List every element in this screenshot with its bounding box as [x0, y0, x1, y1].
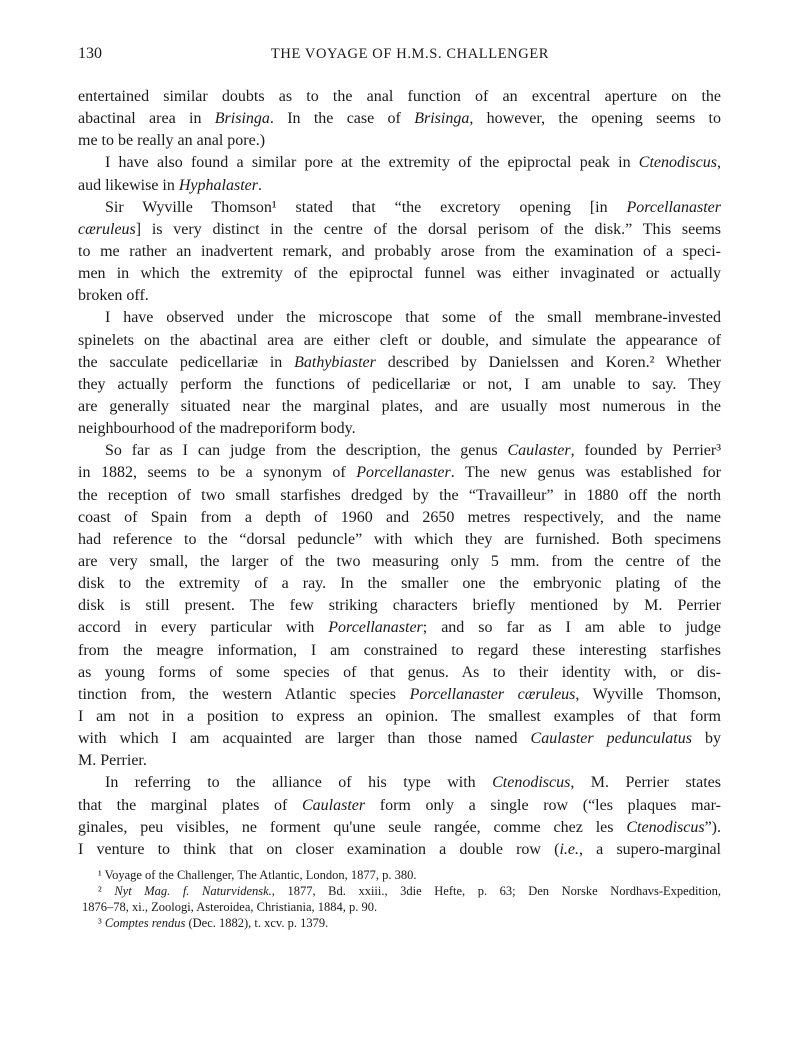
- text-line: [78, 440, 721, 462]
- text-run: in 1882, seems to be a synonym of: [78, 464, 357, 482]
- text-line: [78, 197, 721, 219]
- paragraph: [78, 440, 721, 772]
- text-line: [78, 750, 721, 772]
- text-run: , founded by Perrier³: [570, 442, 721, 460]
- italic-text: Porcellanaster: [328, 619, 423, 637]
- text-run: (Dec. 1882), t. xcv. p. 1379.: [185, 916, 329, 930]
- text-run: ,: [717, 154, 721, 172]
- text-line: [78, 307, 721, 329]
- text-line: [78, 462, 721, 484]
- italic-text: Brisinga: [414, 110, 470, 128]
- text-line: [78, 617, 721, 639]
- text-run: In referring to the alliance of his type with: [105, 774, 493, 792]
- text-run: me to be really an anal pore.): [78, 132, 266, 150]
- text-run: they actually perform the functions of pedicellariæ or not, I am unable to say. They: [78, 375, 721, 393]
- page-number: 130: [78, 45, 102, 62]
- text-run: .: [257, 176, 262, 194]
- text-line: [78, 795, 721, 817]
- text-run: ”).: [704, 818, 721, 836]
- text-run: . In the case of: [269, 110, 415, 128]
- text-line: [78, 352, 721, 374]
- text-run: , M. Perrier states: [570, 774, 721, 792]
- body-text: [78, 86, 721, 861]
- italic-text: cæruleus: [78, 220, 136, 238]
- text-run: are very small, the larger of the two measuring only 5 mm. from the centre of the: [78, 552, 721, 570]
- text-run: spinelets on the abactinal area are either cleft or double, and simulate the appearance of: [78, 331, 721, 349]
- text-run: ¹ Voyage of the Challenger, The Atlantic, London, 1877, p. 380.: [98, 868, 417, 882]
- text-run: by: [691, 730, 722, 748]
- italic-text: Ctenodiscus: [638, 154, 717, 172]
- text-line: [78, 263, 721, 285]
- text-line: [78, 152, 721, 174]
- text-run: , however, the opening seems to: [469, 110, 721, 128]
- text-line: [78, 507, 721, 529]
- text-run: men in which the extremity of the epiproctal funnel was either invaginated or actually: [78, 265, 721, 283]
- text-run: from the meagre information, I am constrained to regard these interesting starfishes: [78, 641, 721, 659]
- text-line: [78, 108, 721, 130]
- text-run: ginales, peu visibles, ne forment qu'une seule rangée, comme chez les: [78, 818, 627, 836]
- text-line: [78, 595, 721, 617]
- text-line: [78, 529, 721, 551]
- italic-text: i.e.: [559, 840, 580, 858]
- text-run: I have observed under the microscope that some of the small membrane-invested: [105, 309, 721, 327]
- text-run: aud likewise in: [78, 176, 179, 194]
- paragraph: [78, 307, 721, 440]
- text-line: [78, 374, 721, 396]
- text-run: , Wyville Thomson,: [575, 685, 721, 703]
- text-run: as young forms of some species of that genus. As to their identity with, or dis-: [78, 663, 721, 681]
- text-line: [78, 418, 721, 440]
- italic-text: Hyphalaster: [178, 176, 258, 194]
- text-run: entertained similar doubts as to the anal function of an excentral aperture on the: [78, 88, 721, 105]
- italic-text: Porcellanaster cæruleus: [409, 685, 576, 703]
- text-line: [82, 867, 721, 883]
- text-run: to me rather an inadvertent remark, and probably arose from the examination of a speci-: [78, 242, 721, 260]
- text-line: [78, 817, 721, 839]
- text-line: [78, 573, 721, 595]
- text-run: abactinal area in: [78, 110, 215, 128]
- text-line: [82, 883, 721, 899]
- text-line: [78, 706, 721, 728]
- text-run: tinction from, the western Atlantic species: [78, 685, 410, 703]
- footnotes: [82, 867, 721, 931]
- text-run: , 1877, Bd. xxiii., 3die Hefte, p. 63; Den Norske Nordhavs-Expedition,: [271, 884, 721, 898]
- text-run: So far as I can judge from the description, the genus: [105, 442, 508, 460]
- italic-text: Porcellanaster: [626, 198, 721, 216]
- text-run: M. Perrier.: [78, 752, 147, 770]
- italic-text: Caulaster: [507, 442, 571, 460]
- text-run: are generally situated near the marginal plates, and are usually most numerous in the: [78, 397, 721, 415]
- text-run: the reception of two small starfishes dredged by the “Travailleur” in 1880 off the north: [78, 486, 721, 504]
- italic-text: Nyt Mag. f. Naturvidensk.: [114, 884, 272, 898]
- text-run: Sir Wyville Thomson¹ stated that “the excretory opening [in: [105, 198, 627, 216]
- text-run: I have also found a similar pore at the extremity of the epiproctal peak in: [105, 154, 639, 172]
- paragraph: [78, 86, 721, 152]
- footnote: [82, 883, 721, 915]
- text-run: I am not in a position to express an opinion. The smallest examples of that form: [78, 707, 721, 725]
- italic-text: Porcellanaster: [356, 464, 451, 482]
- italic-text: Caulaster pedunculatus: [530, 730, 692, 748]
- text-line: [78, 86, 721, 108]
- paragraph: [78, 152, 721, 196]
- text-run: that the marginal plates of: [78, 796, 302, 814]
- text-line: [78, 772, 721, 794]
- text-line: [78, 684, 721, 706]
- footnote: [82, 915, 721, 931]
- paragraph: [78, 197, 721, 308]
- text-run: 1876–78, xi., Zoologi, Asteroidea, Christiania, 1884, p. 90.: [82, 900, 378, 914]
- text-line: [78, 728, 721, 750]
- text-run: . The new genus was established for: [450, 464, 721, 482]
- text-run: ; and so far as I am able to judge: [422, 619, 722, 637]
- text-line: [78, 485, 721, 507]
- italic-text: Comptes rendus: [104, 916, 186, 930]
- text-run: ³: [98, 916, 105, 930]
- text-run: described by Danielssen and Koren.² Whether: [375, 353, 721, 371]
- text-run: ] is very distinct in the centre of the dorsal perisom of the disk.” This seems: [135, 220, 721, 238]
- running-head: THE VOYAGE OF H.M.S. CHALLENGER: [270, 46, 550, 62]
- text-line: [78, 330, 721, 352]
- text-run: neighbourhood of the madreporiform body.: [78, 420, 356, 438]
- italic-text: Bathybiaster: [294, 353, 376, 371]
- italic-text: Ctenodiscus: [626, 818, 705, 836]
- text-line: [78, 219, 721, 241]
- italic-text: Brisinga: [214, 110, 270, 128]
- text-line: [82, 899, 721, 915]
- paragraph: [78, 772, 721, 861]
- text-line: [78, 551, 721, 573]
- text-run: disk to the extremity of a ray. In the smaller one the embryonic plating of the: [78, 575, 721, 593]
- text-run: had reference to the “dorsal peduncle” with which they are furnished. Both specimens: [78, 530, 721, 548]
- text-line: [78, 241, 721, 263]
- text-line: [78, 839, 721, 861]
- text-run: I venture to think that on closer examination a double row (: [78, 840, 560, 858]
- footnote: [82, 867, 721, 883]
- text-run: ²: [98, 884, 115, 898]
- italic-text: Caulaster: [302, 796, 366, 814]
- text-line: [78, 175, 721, 197]
- text-line: [78, 662, 721, 684]
- text-line: [78, 130, 721, 152]
- text-run: form only a single row (“les plaques mar-: [365, 796, 721, 814]
- text-run: accord in every particular with: [78, 619, 329, 637]
- text-run: the sacculate pedicellariæ in: [78, 353, 295, 371]
- text-line: [78, 285, 721, 307]
- text-run: with which I am acquainted are larger than those named: [78, 730, 531, 748]
- italic-text: Ctenodiscus: [492, 774, 571, 792]
- text-run: broken off.: [78, 287, 149, 305]
- text-line: [78, 396, 721, 418]
- text-line: [82, 915, 721, 931]
- text-run: , a supero-marginal: [579, 840, 722, 858]
- text-line: [78, 640, 721, 662]
- text-run: coast of Spain from a depth of 1960 and 2650 metres respectively, and the name: [78, 508, 721, 526]
- text-run: disk is still present. The few striking characters briefly mentioned by M. Perrier: [78, 597, 721, 615]
